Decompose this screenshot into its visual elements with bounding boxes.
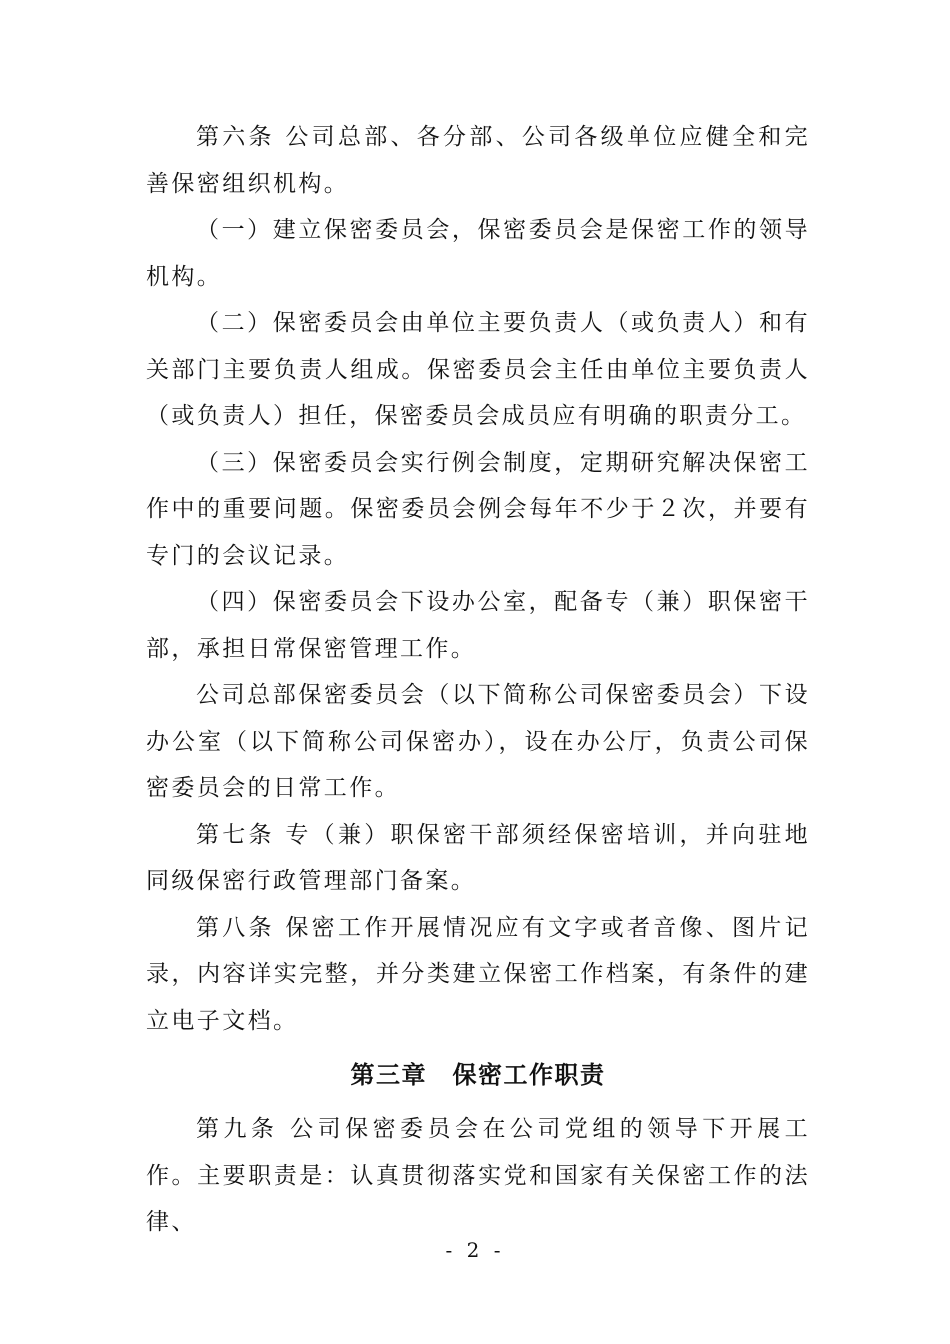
- paragraph-secrecy-office: 公司总部保密委员会（以下简称公司保密委员会）下设办公室（以下简称公司保密办），设在办公厅，负责公司保密委员会的日常工作。: [146, 682, 810, 801]
- paragraph-item-3: （三）保密委员会实行例会制度，定期研究解决保密工作中的重要问题。保密委员会例会每年不少于２次，并要有专门的会议记录。: [146, 449, 810, 569]
- paragraph-item-4: （四）保密委员会下设办公室，配备专（兼）职保密干部，承担日常保密管理工作。: [146, 589, 810, 662]
- paragraph-item-2: （二）保密委员会由单位主要负责人（或负责人）和有关部门主要负责人组成。保密委员会主任由单位主要负责人（或负责人）担任，保密委员会成员应有明确的职责分工。: [146, 310, 810, 429]
- page-number: - 2 -: [445, 1238, 505, 1262]
- paragraph-article-9: 第九条 公司保密委员会在公司党组的领导下开展工作。主要职责是：认真贯彻落实党和国家有关保密工作的法律、: [146, 1116, 810, 1235]
- paragraph-article-8: 第八条 保密工作开展情况应有文字或者音像、图片记录，内容详实完整，并分类建立保密工作档案，有条件的建立电子文档。: [146, 914, 810, 1034]
- chapter-title: 第三章 保密工作职责: [350, 1061, 606, 1089]
- paragraph-item-1: （一）建立保密委员会，保密委员会是保密工作的领导机构。: [146, 217, 810, 290]
- paragraph-article-6: 第六条 公司总部、各分部、公司各级单位应健全和完善保密组织机构。: [146, 124, 810, 197]
- paragraph-article-7: 第七条 专（兼）职保密干部须经保密培训，并向驻地同级保密行政管理部门备案。: [146, 821, 810, 894]
- document-body: [146, 114, 810, 1246]
